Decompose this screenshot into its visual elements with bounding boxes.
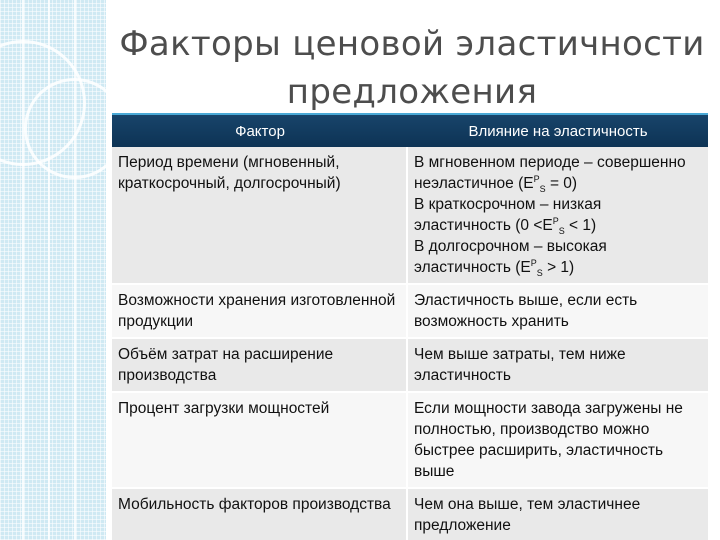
table-header <box>112 113 708 147</box>
table-row <box>112 337 708 391</box>
header-factor: Фактор <box>235 122 285 140</box>
influence-cell: Если мощности завода загружены не полностью, производство можно быстрее расширить, эластичность выше <box>408 393 708 487</box>
table-row <box>112 283 708 337</box>
influence-cell: Чем она выше, тем эластичнее предложение <box>408 489 708 540</box>
slide-title <box>108 20 716 116</box>
influence-line: В мгновенном периоде – совершенно неэластичное $(E^P_S = 0)$ <box>414 154 686 195</box>
table-row <box>112 147 708 283</box>
influence-cell: Эластичность выше, если есть возможность хранить <box>408 285 708 337</box>
title-line-2: предложения <box>286 72 538 112</box>
influence-cell <box>408 147 708 283</box>
influence-line: В краткосрочном – низкая эластичность $(0 <E^P_S < 1)$ <box>414 196 602 237</box>
factor-cell: Мобильность факторов производства <box>112 489 408 540</box>
factor-cell: Процент загрузки мощностей <box>112 393 408 487</box>
factor-cell: Объём затрат на расширение производства <box>112 339 408 391</box>
influence-line: В долгосрочном – высокая эластичность $(E^P_S > 1)$ <box>414 238 607 279</box>
title-line-1: Факторы ценовой эластичности <box>119 24 705 64</box>
table-row <box>112 487 708 540</box>
influence-cell: Чем выше затраты, тем ниже эластичность <box>408 339 708 391</box>
factor-cell: Период времени (мгновенный, краткосрочный, долгосрочный) <box>112 147 408 283</box>
table-row <box>112 391 708 487</box>
decorative-side-band <box>0 0 106 540</box>
header-influence: Влияние на эластичность <box>468 122 648 140</box>
factor-cell: Возможности хранения изготовленной продукции <box>112 285 408 337</box>
factors-table <box>112 113 708 540</box>
